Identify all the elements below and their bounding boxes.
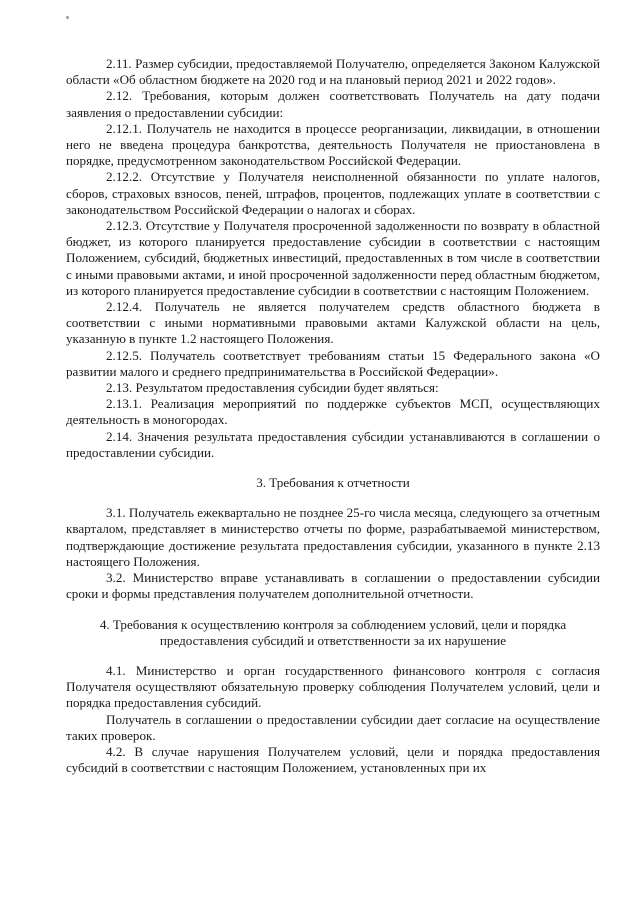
paragraph-3-2: 3.2. Министерство вправе устанавливать в соглашении о предоставлении субсидии сроки и формы представления получателем дополнительной отчетности. <box>66 570 600 602</box>
paragraph-2-14: 2.14. Значения результата предоставления субсидии устанавливаются в соглашении о предоставлении субсидии. <box>66 428 600 460</box>
section-3-title: 3. Требования к отчетности <box>256 475 410 491</box>
paragraph-3-1: 3.1. Получатель ежеквартально не позднее 25-го числа месяца, следующего за отчетным кварталом, представляет в министерство отчеты по форме, разрабатываемой министерством, подтверждающие достижение результата предоставления субсидии, указанного в пункте 2.13 настоящего Положения. <box>66 505 600 569</box>
paragraph-2-13: 2.13. Результатом предоставления субсидии будет являться: <box>106 380 439 396</box>
section-4-title-line-1: 4. Требования к осуществлению контроля за соблюдением условий, цели и порядка <box>99 616 567 632</box>
scan-speck <box>66 16 69 19</box>
paragraph-2-12-1: 2.12.1. Получатель не находится в процессе реорганизации, ликвидации, в отношении него не введена процедура банкротства, деятельность Получателя не приостановлена в порядке, предусмотренном законодательством Российской Федерации. <box>66 120 600 169</box>
section-4-title-line-2: предоставления субсидий и ответственности за их нарушение <box>159 632 507 648</box>
paragraph-4-2: 4.2. В случае нарушения Получателем условий, цели и порядка предоставления субсидий в соответствии с настоящим Положением, установленных при их <box>66 743 600 776</box>
paragraph-4-1-consent: Получатель в соглашении о предоставлении субсидии дает согласие на осуществление таких проверок. <box>66 711 600 743</box>
paragraph-2-12: 2.12. Требования, которым должен соответствовать Получатель на дату подачи заявления о предоставлении субсидии: <box>66 88 600 120</box>
paragraph-2-13-1: 2.13.1. Реализация мероприятий по поддержке субъектов МСП, осуществляющих деятельность в моногородах. <box>66 396 600 428</box>
paragraph-4-1: 4.1. Министерство и орган государственного финансового контроля с согласия Получателя осуществляют обязательную проверку соблюдения Получателем условий, цели и порядка предоставления субсидий. <box>66 662 600 711</box>
paragraph-2-12-5: 2.12.5. Получатель соответствует требованиям статьи 15 Федерального закона «О развитии малого и среднего предпринимательства в Российской Федерации». <box>66 347 600 379</box>
paragraph-2-12-4: 2.12.4. Получатель не является получателем средств областного бюджета в соответствии с иными нормативными правовыми актами Калужской области на цель, указанную в пункте 1.2 настоящего Положения. <box>66 299 600 347</box>
paragraph-2-12-2: 2.12.2. Отсутствие у Получателя неисполненной обязанности по уплате налогов, сборов, страховых взносов, пеней, штрафов, процентов, подлежащих уплате в соответствии с законодательством Российской Федерации о налогах и сборах. <box>66 169 600 217</box>
paragraph-2-11: 2.11. Размер субсидии, предоставляемой Получателю, определяется Законом Калужской области «Об областном бюджете на 2020 год и на плановый период 2021 и 2022 годов». <box>66 56 600 88</box>
paragraph-2-12-3: 2.12.3. Отсутствие у Получателя просроченной задолженности по возврату в областной бюджет, из которого планируется предоставление субсидии в соответствии с настоящим Положением, субсидий, бюджетных инвестиций, предоставленных в том числе в соответствии с иными правовыми актами, и иной просроченной задолженности перед областным бюджетом, из которого планируется предоставление субсидии в соответствии с настоящим Положением. <box>66 218 600 298</box>
